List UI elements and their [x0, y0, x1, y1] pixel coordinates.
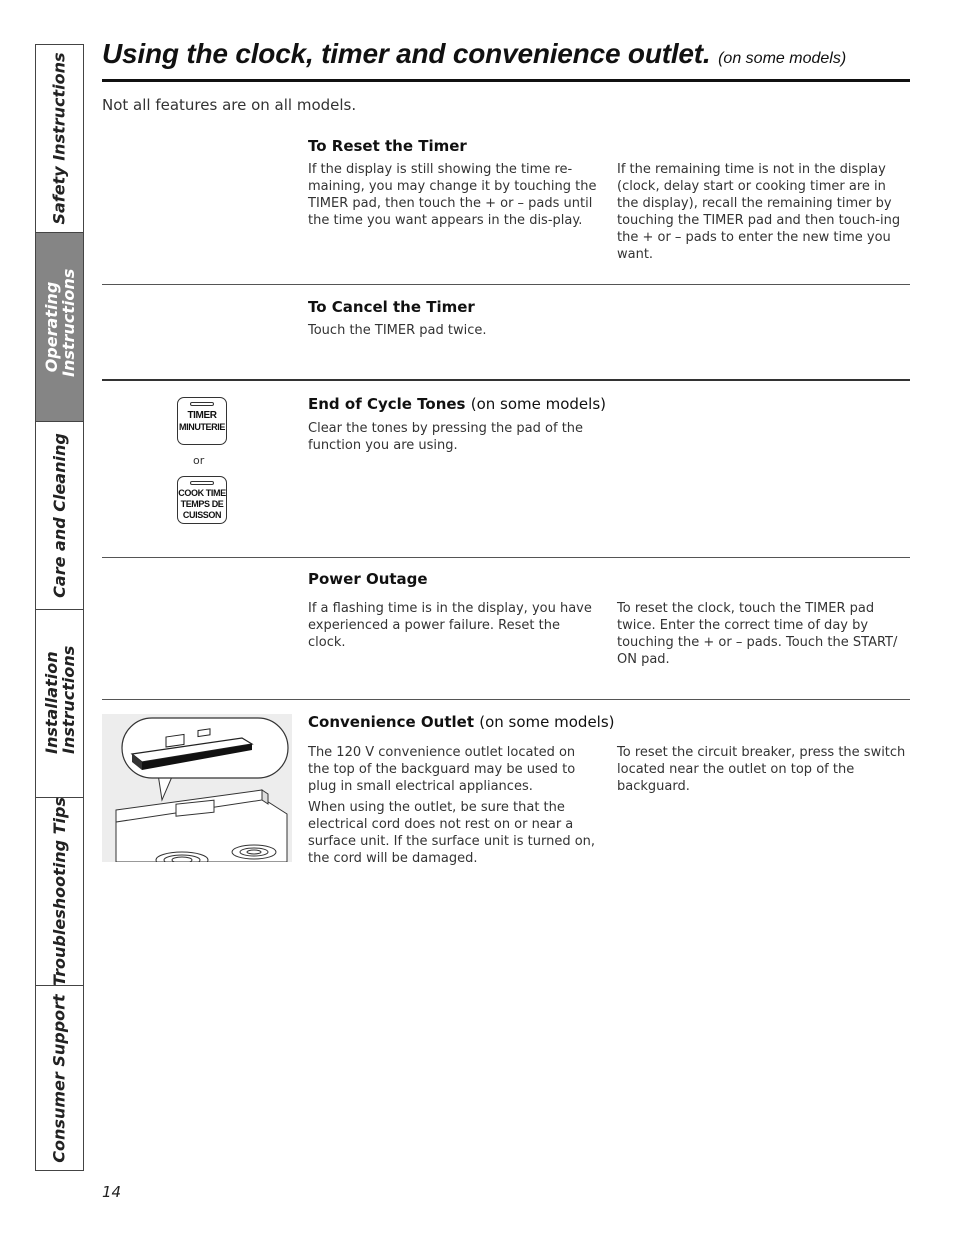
power-outage-heading: Power Outage [308, 570, 428, 588]
or-label: or [193, 454, 205, 467]
outlet-illustration [102, 714, 292, 862]
tab-label: Safety Instructions [50, 52, 70, 225]
range-backguard-drawing [102, 714, 292, 862]
page-number: 14 [102, 1183, 122, 1201]
outlet-text-2: When using the outlet, be sure that the electrical cord does not rest on or near a surface unit. If the surface unit is turned on, the cord will be damaged. [308, 800, 596, 866]
cancel-timer-text: Touch the TIMER pad twice. [308, 323, 487, 338]
tab-label: Troubleshooting Tips [50, 796, 70, 987]
pad-indicator [190, 402, 214, 406]
reset-timer-text-1: If the display is still showing the time re-maining, you may change it by touching the TIMER pad, then touch the + or – pads until the time you want appears in the dis-play. [308, 162, 597, 228]
pad-label: COOK TIME [178, 488, 226, 498]
pad-indicator [190, 481, 214, 485]
pad-label: TIMER [187, 410, 217, 421]
power-outage-text-2: To reset the clock, touch the TIMER pad twice. Enter the correct time of day by touching the + or – pads. Touch the START/ ON pad. [617, 601, 898, 667]
cancel-timer-heading: To Cancel the Timer [308, 298, 475, 316]
pad-label: MINUTERIE [179, 422, 225, 432]
tab-installation-instructions[interactable] [36, 610, 83, 798]
tab-safety-instructions[interactable] [36, 45, 83, 233]
tab-label: Installation Instructions [41, 645, 78, 754]
end-cycle-heading-text: End of Cycle Tones [308, 395, 466, 413]
end-cycle-text: Clear the tones by pressing the pad of the function you are using. [308, 421, 584, 453]
divider [102, 699, 910, 700]
end-cycle-heading-suffix: (on some models) [470, 395, 606, 413]
reset-timer-heading: To Reset the Timer [308, 137, 467, 155]
page-subtitle: (on some models) [718, 50, 847, 67]
divider [102, 557, 910, 558]
outlet-heading-suffix: (on some models) [479, 713, 615, 731]
tab-consumer-support[interactable] [36, 986, 83, 1170]
outlet-text-1: The 120 V convenience outlet located on the top of the backguard may be used to plug in small electrical appliances. [308, 745, 576, 794]
tab-troubleshooting-tips[interactable] [36, 798, 83, 986]
power-outage-text-1: If a flashing time is in the display, you have experienced a power failure. Reset the clock. [308, 601, 592, 650]
divider [102, 379, 910, 381]
tab-label: Operating Instructions [41, 268, 78, 377]
divider [102, 284, 910, 285]
tab-label: Consumer Support [50, 993, 69, 1163]
outlet-heading [308, 713, 615, 731]
page-title-text: Using the clock, timer and convenience outlet. [102, 38, 711, 69]
models-note: Not all features are on all models. [102, 96, 357, 114]
timer-pad [177, 397, 227, 445]
tab-care-and-cleaning[interactable] [36, 422, 83, 610]
title-rule [102, 79, 910, 82]
pad-label: TEMPS DE [180, 499, 224, 509]
pad-label: CUISSON [182, 510, 222, 520]
reset-timer-text-2: If the remaining time is not in the display (clock, delay start or cooking timer are in the display), recall the remaining timer by touching the TIMER pad and then touch-ing the + or – pads to enter the new time you want. [617, 162, 901, 262]
cook-time-pad [177, 476, 227, 524]
end-cycle-heading [308, 395, 606, 413]
outlet-heading-text: Convenience Outlet [308, 713, 474, 731]
tab-label: Care and Cleaning [50, 433, 69, 598]
tab-operating-instructions[interactable] [36, 233, 83, 422]
section-tabs [35, 44, 84, 1171]
outlet-text-3: To reset the circuit breaker, press the switch located near the outlet on top of the backguard. [617, 745, 906, 794]
page-title [102, 38, 910, 70]
